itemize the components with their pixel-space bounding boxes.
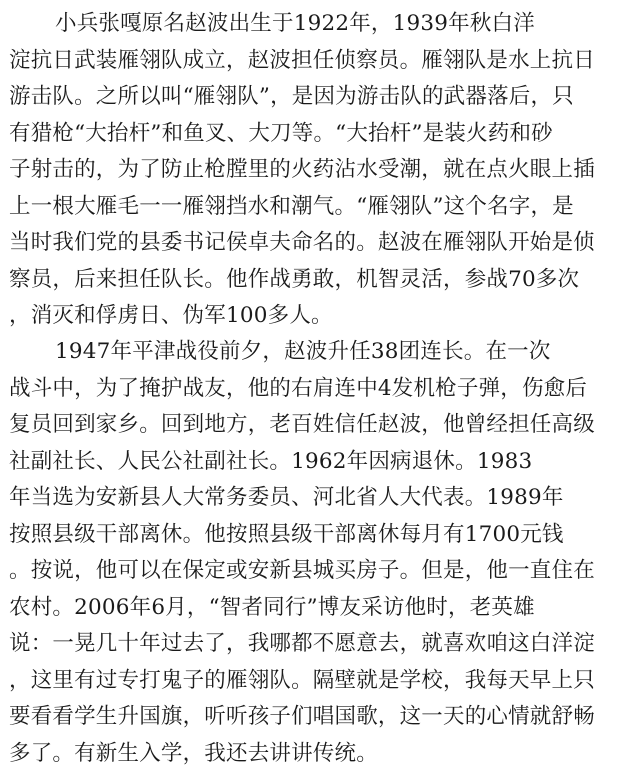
text-line: 战斗中，为了掩护战友，他的右肩连中4发机枪子弹，伤愈后 bbox=[9, 371, 637, 408]
text-line: 多了。有新生入学，我还去讲讲传统。 bbox=[9, 736, 637, 772]
text-line: 小兵张嘎原名赵波出生于1922年，1939年秋白洋 bbox=[9, 6, 637, 43]
text-line: 复员回到家乡。回到地方，老百姓信任赵波，他曾经担任高级 bbox=[9, 407, 637, 444]
text-line: 1947年平津战役前夕，赵波升任38团连长。在一次 bbox=[9, 334, 637, 371]
text-line: 当时我们党的县委书记侯卓夫命名的。赵波在雁翎队开始是侦 bbox=[9, 225, 637, 262]
text-line: 农村。2006年6月，“智者同行”博友采访他时，老英雄 bbox=[9, 590, 637, 627]
text-line: 察员，后来担任队长。他作战勇敢，机智灵活，参战70多次 bbox=[9, 262, 637, 299]
paragraph-1 bbox=[9, 6, 637, 335]
text-line: ，这里有过专打鬼子的雁翎队。隔壁就是学校，我每天早上只 bbox=[9, 663, 637, 700]
text-line: 上一根大雁毛一一雁翎挡水和潮气。“雁翎队”这个名字，是 bbox=[9, 189, 637, 226]
text-line: 社副社长、人民公社副社长。1962年因病退休。1983 bbox=[9, 444, 637, 481]
text-line: 淀抗日武装雁翎队成立，赵波担任侦察员。雁翎队是水上抗日 bbox=[9, 43, 637, 80]
text-line: 子射击的，为了防止枪膛里的火药沾水受潮，就在点火眼上插 bbox=[9, 152, 637, 189]
text-line: 年当选为安新县人大常务委员、河北省人大代表。1989年 bbox=[9, 480, 637, 517]
paragraph-2 bbox=[9, 334, 637, 772]
text-line: 。按说，他可以在保定或安新县城买房子。但是，他一直住在 bbox=[9, 553, 637, 590]
text-line: 游击队。之所以叫“雁翎队”，是因为游击队的武器落后，只 bbox=[9, 79, 637, 116]
text-line: 要看看学生升国旗，听听孩子们唱国歌，这一天的心情就舒畅 bbox=[9, 699, 637, 736]
text-line: ，消灭和俘虏日、伪军100多人。 bbox=[9, 298, 637, 335]
text-line: 有猎枪“大抬杆”和鱼叉、大刀等。“大抬杆”是装火药和砂 bbox=[9, 116, 637, 153]
text-line: 说：一晃几十年过去了，我哪都不愿意去，就喜欢咱这白洋淀 bbox=[9, 626, 637, 663]
text-line: 按照县级干部离休。他按照县级干部离休每月有1700元钱 bbox=[9, 517, 637, 554]
